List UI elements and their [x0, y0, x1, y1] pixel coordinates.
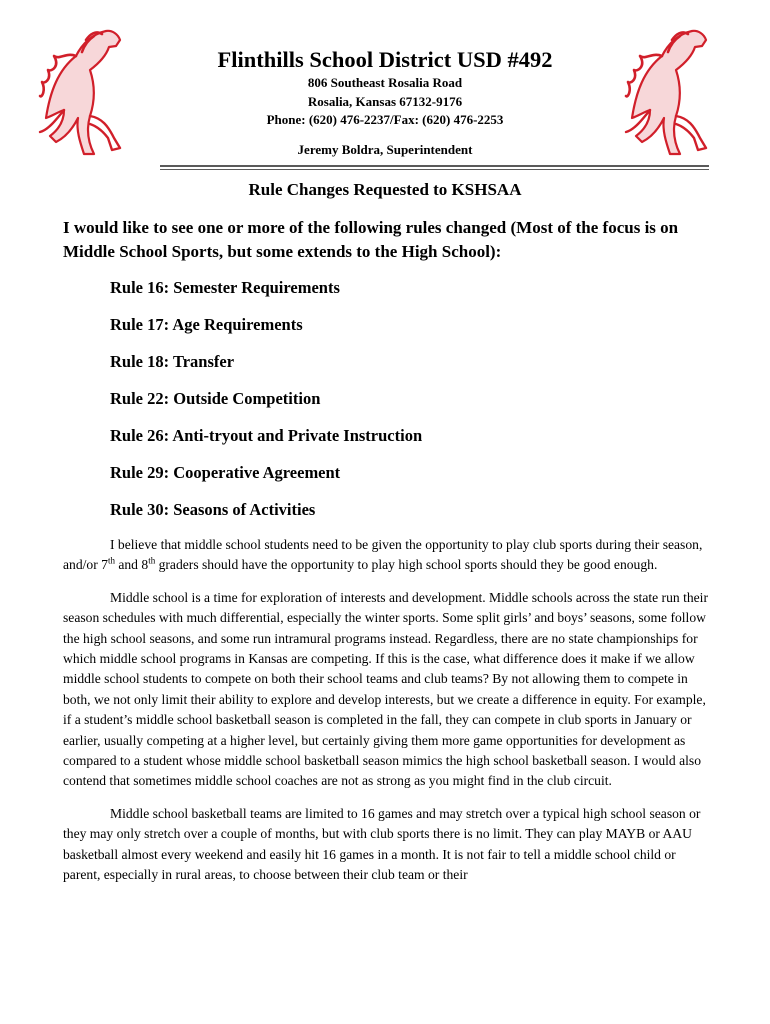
- paragraph-1-part-a: I believe that middle school students need to be given the opportunity to play club sports during their season, and/or 7: [63, 537, 703, 573]
- paragraph-2: Middle school is a time for exploration of interests and development. Middle schools across the state run their season schedules with much differential, especially the winter sports. Some split girls’ and boys’ seasons, some follow the high school seasons, and some run intramural programs instead. Regardless, there are no state championships for which middle school programs in Kansas are competing. If this is the case, what difference does it make if we allow middle school students to compete on both their school teams and club teams? By not allowing them to compete in both, we not only limit their ability to explore and develop interests, but we create a difference in equity. For example, if a student’s middle school basketball season is completed in the fall, they can compete in club sports in January or earlier, usually competing at a higher level, but certainly giving them more game opportunities for development as compared to a student whose middle school basketball season mimics the high school basketball season. I would also contend that sometimes middle school coaches are not as strong as you might find in the club circuit.: [63, 589, 708, 789]
- paragraph-1-part-b: and 8: [114, 557, 149, 573]
- document-heading: Rule Changes Requested to KSHSAA: [248, 180, 522, 199]
- rule-item: Rule 18: Transfer: [110, 352, 235, 371]
- address-line-2: Rosalia, Kansas 67132-9176: [307, 93, 463, 109]
- letterhead-divider-top: [160, 165, 709, 167]
- superintendent-name: Jeremy Boldra, Superintendent: [297, 141, 473, 157]
- rule-item: Rule 16: Semester Requirements: [110, 278, 340, 297]
- ordinal-suffix: th: [107, 555, 115, 566]
- mustang-logo-left-icon: [36, 26, 126, 158]
- phone-fax: Phone: (620) 476-2237/Fax: (620) 476-2253: [266, 112, 504, 127]
- intro-paragraph: I would like to see one or more of the following rules changed (Most of the focus is on Middle School Sports, but some extends to the High School):: [63, 218, 679, 261]
- rule-item: Rule 22: Outside Competition: [110, 389, 321, 408]
- letterhead-divider-bottom: [160, 169, 709, 170]
- body-text: [63, 535, 713, 898]
- rule-item: Rule 29: Cooperative Agreement: [110, 463, 341, 482]
- rules-list: [110, 278, 422, 537]
- rule-item: Rule 26: Anti-tryout and Private Instruction: [110, 426, 423, 445]
- paragraph-1-part-c: graders should have the opportunity to play high school sports should they be good enough.: [155, 557, 658, 573]
- ordinal-suffix: th: [148, 555, 156, 566]
- mustang-logo-svg: [622, 26, 712, 158]
- letterhead: [160, 46, 610, 158]
- rule-item: Rule 17: Age Requirements: [110, 315, 303, 334]
- rule-item: Rule 30: Seasons of Activities: [110, 500, 316, 519]
- paragraph-3: Middle school basketball teams are limited to 16 games and may stretch over a typical high school season or they may only stretch over a couple of months, but with club sports there is no limit. They can play MAYB or AAU basketball almost every weekend and easily hit 16 games in a month. It is not fair to tell a middle school child or parent, especially in rural areas, to choose between their club team or their: [63, 805, 701, 883]
- district-name: Flinthills School District USD #492: [217, 47, 553, 72]
- mustang-logo-right-icon: [622, 26, 712, 158]
- address-line-1: 806 Southeast Rosalia Road: [307, 75, 463, 90]
- paragraph-1: [63, 535, 713, 576]
- mustang-logo-svg: [36, 26, 126, 158]
